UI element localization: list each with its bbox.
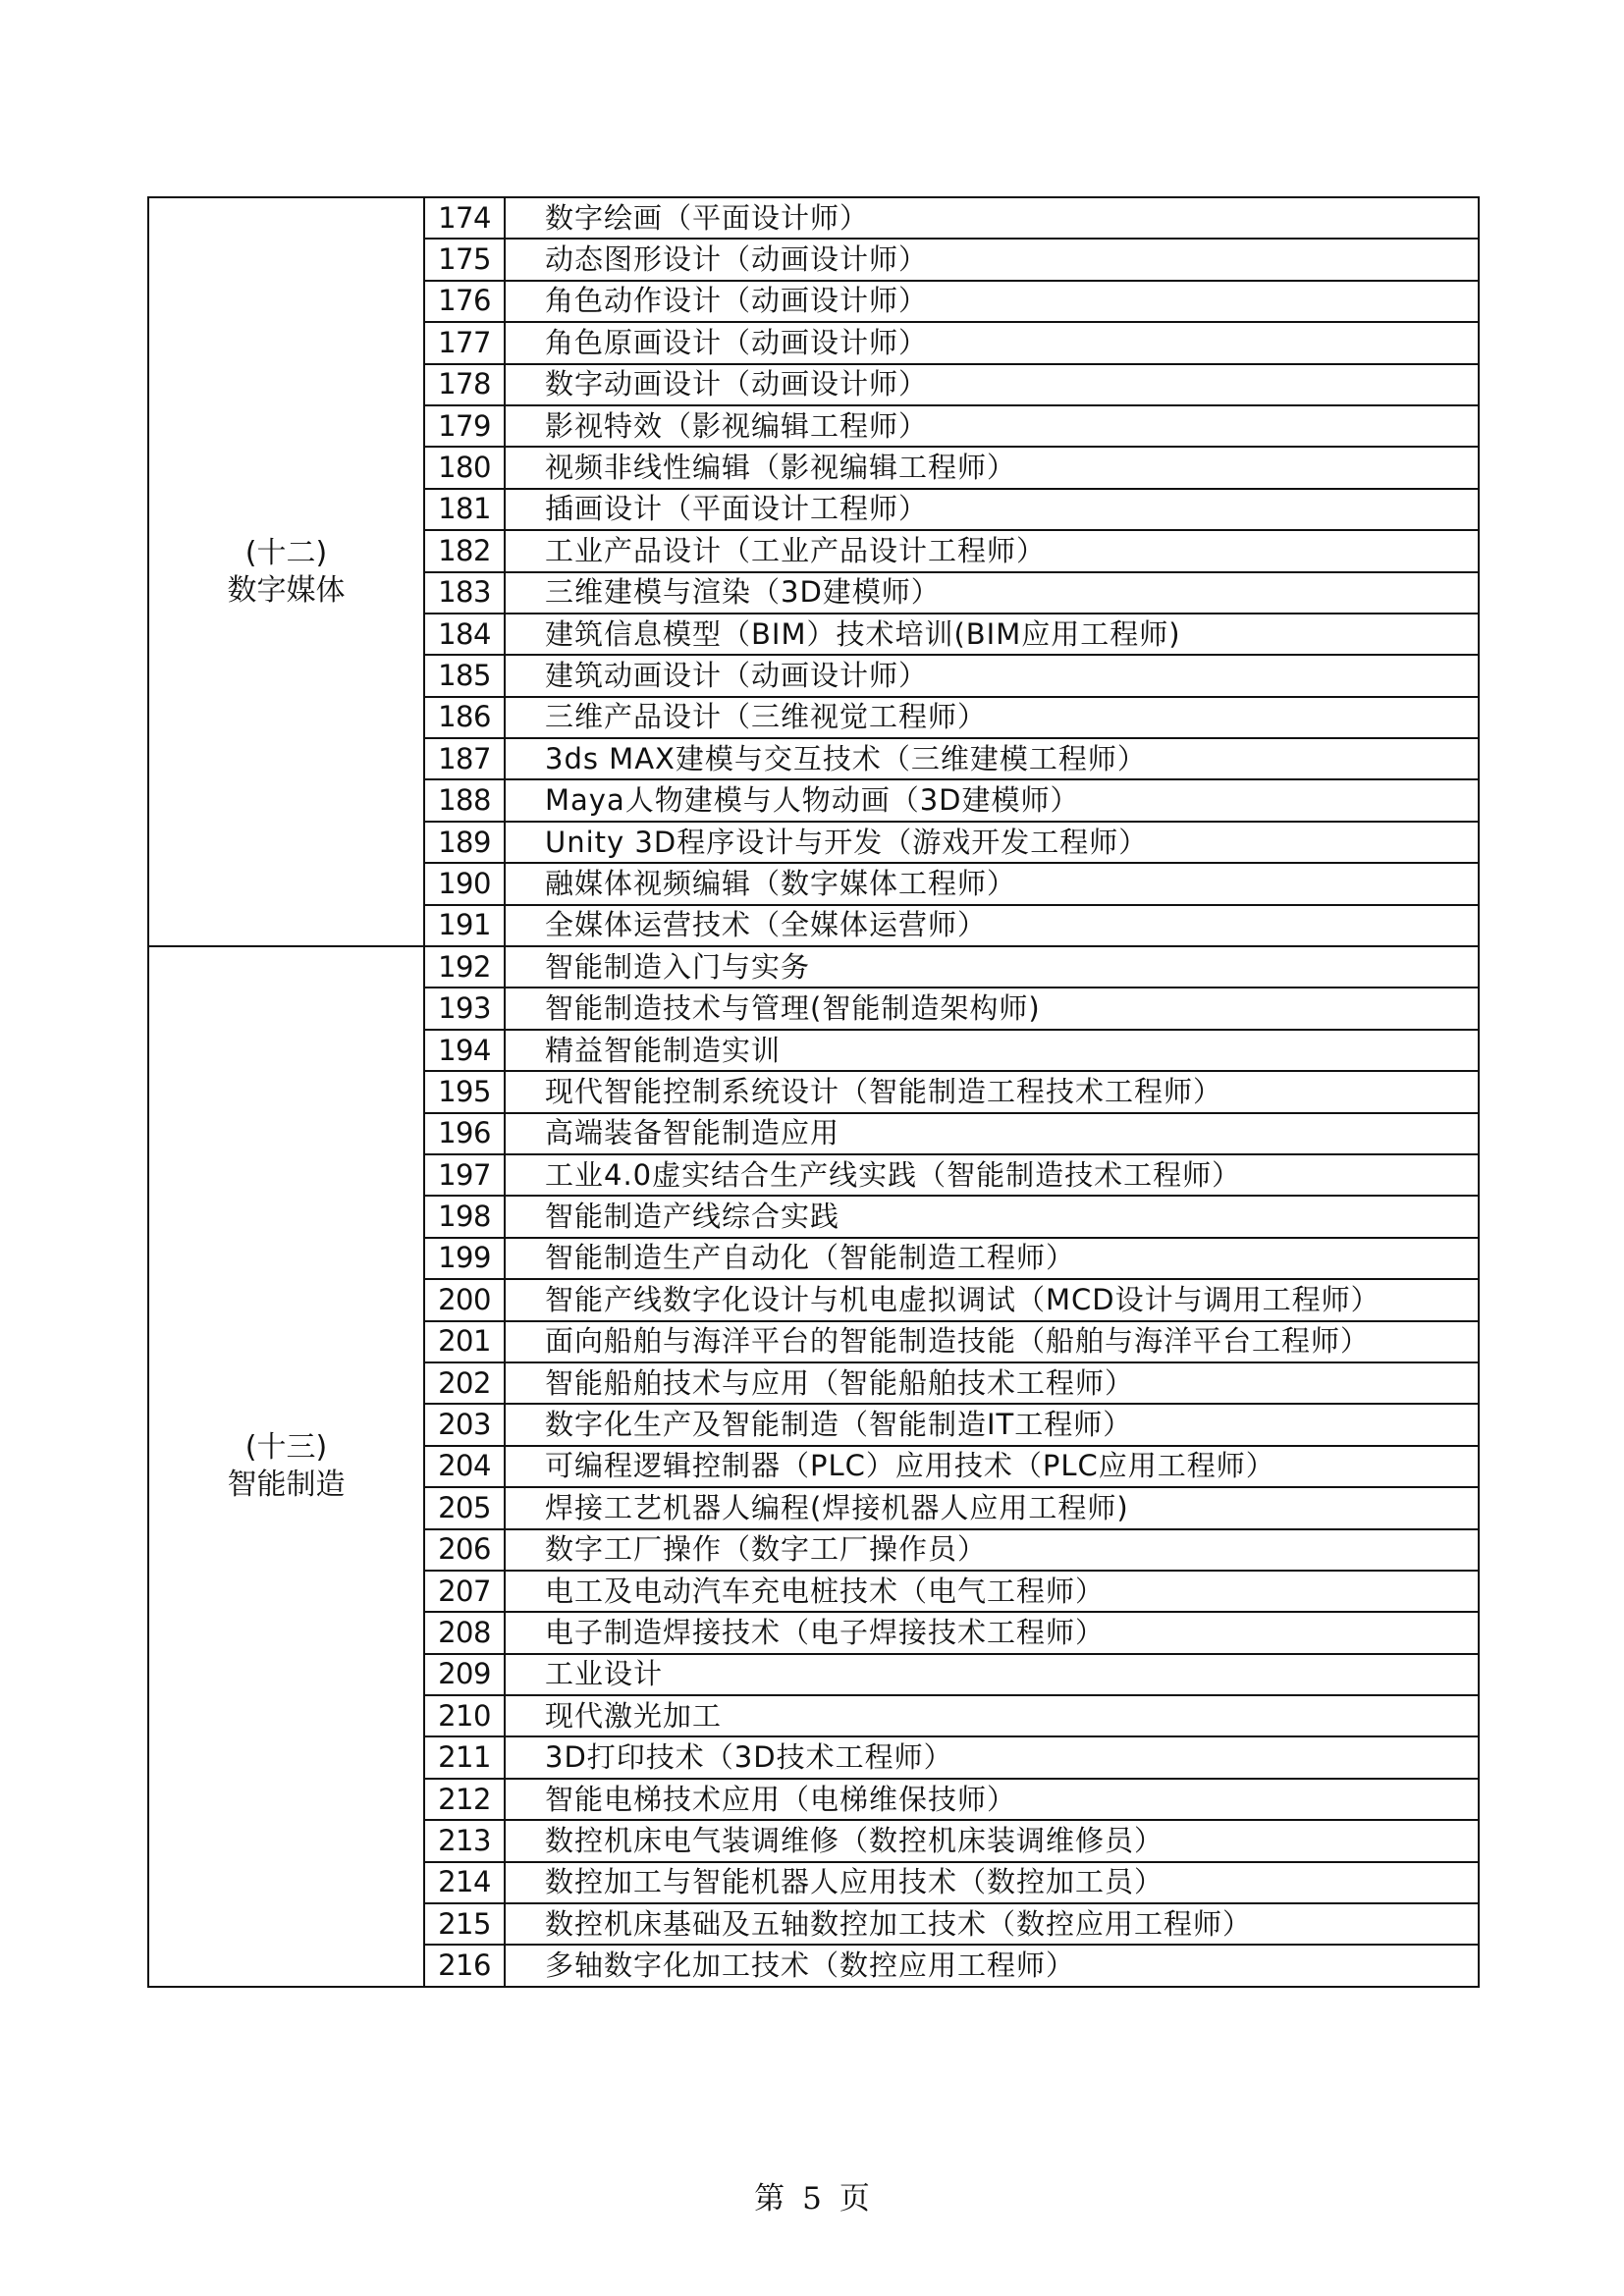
row-number: 186 (424, 697, 505, 738)
course-name: 3D打印技术（3D技术工程师） (505, 1736, 1479, 1778)
row-number: 193 (424, 988, 505, 1029)
row-number: 209 (424, 1654, 505, 1695)
row-number: 183 (424, 572, 505, 614)
course-name: 3ds MAX建模与交互技术（三维建模工程师） (505, 738, 1479, 779)
row-number: 202 (424, 1362, 505, 1404)
row-number: 180 (424, 447, 505, 488)
course-name: 电工及电动汽车充电桩技术（电气工程师） (505, 1571, 1479, 1612)
course-name: 现代激光加工 (505, 1695, 1479, 1736)
course-name: 智能船舶技术与应用（智能船舶技术工程师） (505, 1362, 1479, 1404)
category-number: (十二) (244, 535, 328, 570)
course-table (147, 196, 1480, 1988)
course-name: 可编程逻辑控制器（PLC）应用技术（PLC应用工程师） (505, 1446, 1479, 1487)
page-footer (0, 2173, 1624, 2217)
course-name: 建筑信息模型（BIM）技术培训(BIM应用工程师) (505, 614, 1479, 655)
course-name: 精益智能制造实训 (505, 1030, 1479, 1071)
course-name: 角色动作设计（动画设计师） (505, 281, 1479, 322)
row-number: 190 (424, 863, 505, 904)
course-name: 建筑动画设计（动画设计师） (505, 655, 1479, 696)
row-number: 184 (424, 614, 505, 655)
page-prefix: 第 (754, 2181, 785, 2216)
course-name: 数控加工与智能机器人应用技术（数控加工员） (505, 1862, 1479, 1903)
row-number: 210 (424, 1695, 505, 1736)
row-number: 212 (424, 1779, 505, 1820)
course-name: 数字化生产及智能制造（智能制造IT工程师） (505, 1404, 1479, 1445)
row-number: 201 (424, 1321, 505, 1362)
row-number: 200 (424, 1279, 505, 1320)
course-name: 智能产线数字化设计与机电虚拟调试（MCD设计与调用工程师） (505, 1279, 1479, 1320)
row-number: 189 (424, 822, 505, 863)
row-number: 187 (424, 738, 505, 779)
table-row (148, 946, 1479, 988)
row-number: 174 (424, 197, 505, 239)
row-number: 206 (424, 1529, 505, 1571)
row-number: 215 (424, 1903, 505, 1945)
course-name: 多轴数字化加工技术（数控应用工程师） (505, 1945, 1479, 1986)
page-number: 5 (802, 2181, 822, 2216)
row-number: 205 (424, 1487, 505, 1528)
row-number: 176 (424, 281, 505, 322)
row-number: 207 (424, 1571, 505, 1612)
row-number: 197 (424, 1154, 505, 1196)
course-name: 数字绘画（平面设计师） (505, 197, 1479, 239)
course-name: Maya人物建模与人物动画（3D建模师） (505, 779, 1479, 821)
course-name: 插画设计（平面设计工程师） (505, 489, 1479, 530)
course-name: 视频非线性编辑（影视编辑工程师） (505, 447, 1479, 488)
category-cell (148, 197, 424, 946)
table-row (148, 197, 1479, 239)
course-name: 融媒体视频编辑（数字媒体工程师） (505, 863, 1479, 904)
row-number: 211 (424, 1736, 505, 1778)
row-number: 199 (424, 1238, 505, 1279)
course-name: 数控机床基础及五轴数控加工技术（数控应用工程师） (505, 1903, 1479, 1945)
page-suffix: 页 (839, 2181, 870, 2216)
row-number: 179 (424, 405, 505, 447)
row-number: 192 (424, 946, 505, 988)
row-number: 195 (424, 1071, 505, 1112)
row-number: 177 (424, 322, 505, 363)
course-name: 工业4.0虚实结合生产线实践（智能制造技术工程师） (505, 1154, 1479, 1196)
course-name: 角色原画设计（动画设计师） (505, 322, 1479, 363)
course-name: 全媒体运营技术（全媒体运营师） (505, 905, 1479, 946)
row-number: 185 (424, 655, 505, 696)
course-name: 动态图形设计（动画设计师） (505, 239, 1479, 280)
course-name: 数控机床电气装调维修（数控机床装调维修员） (505, 1820, 1479, 1861)
row-number: 214 (424, 1862, 505, 1903)
row-number: 204 (424, 1446, 505, 1487)
course-name: Unity 3D程序设计与开发（游戏开发工程师） (505, 822, 1479, 863)
course-name: 智能制造产线综合实践 (505, 1196, 1479, 1237)
course-name: 电子制造焊接技术（电子焊接技术工程师） (505, 1612, 1479, 1653)
row-number: 213 (424, 1820, 505, 1861)
course-name: 焊接工艺机器人编程(焊接机器人应用工程师) (505, 1487, 1479, 1528)
category-number: (十三) (244, 1429, 328, 1465)
course-name: 影视特效（影视编辑工程师） (505, 405, 1479, 447)
course-name: 面向船舶与海洋平台的智能制造技能（船舶与海洋平台工程师） (505, 1321, 1479, 1362)
course-name: 智能制造入门与实务 (505, 946, 1479, 988)
row-number: 198 (424, 1196, 505, 1237)
row-number: 208 (424, 1612, 505, 1653)
row-number: 181 (424, 489, 505, 530)
category-cell (148, 946, 424, 1987)
course-name: 数字动画设计（动画设计师） (505, 364, 1479, 405)
course-name: 现代智能控制系统设计（智能制造工程技术工程师） (505, 1071, 1479, 1112)
course-name: 高端装备智能制造应用 (505, 1113, 1479, 1154)
category-title: 智能制造 (227, 1467, 346, 1502)
category-title: 数字媒体 (227, 572, 346, 608)
course-name: 三维产品设计（三维视觉工程师） (505, 697, 1479, 738)
course-name: 工业产品设计（工业产品设计工程师） (505, 530, 1479, 571)
row-number: 191 (424, 905, 505, 946)
course-table-body (148, 197, 1479, 1987)
row-number: 203 (424, 1404, 505, 1445)
course-name: 智能制造技术与管理(智能制造架构师) (505, 988, 1479, 1029)
course-name: 智能电梯技术应用（电梯维保技师） (505, 1779, 1479, 1820)
course-name: 工业设计 (505, 1654, 1479, 1695)
row-number: 216 (424, 1945, 505, 1986)
row-number: 188 (424, 779, 505, 821)
row-number: 196 (424, 1113, 505, 1154)
row-number: 182 (424, 530, 505, 571)
row-number: 178 (424, 364, 505, 405)
course-name: 三维建模与渲染（3D建模师） (505, 572, 1479, 614)
row-number: 175 (424, 239, 505, 280)
course-name: 智能制造生产自动化（智能制造工程师） (505, 1238, 1479, 1279)
row-number: 194 (424, 1030, 505, 1071)
course-name: 数字工厂操作（数字工厂操作员） (505, 1529, 1479, 1571)
